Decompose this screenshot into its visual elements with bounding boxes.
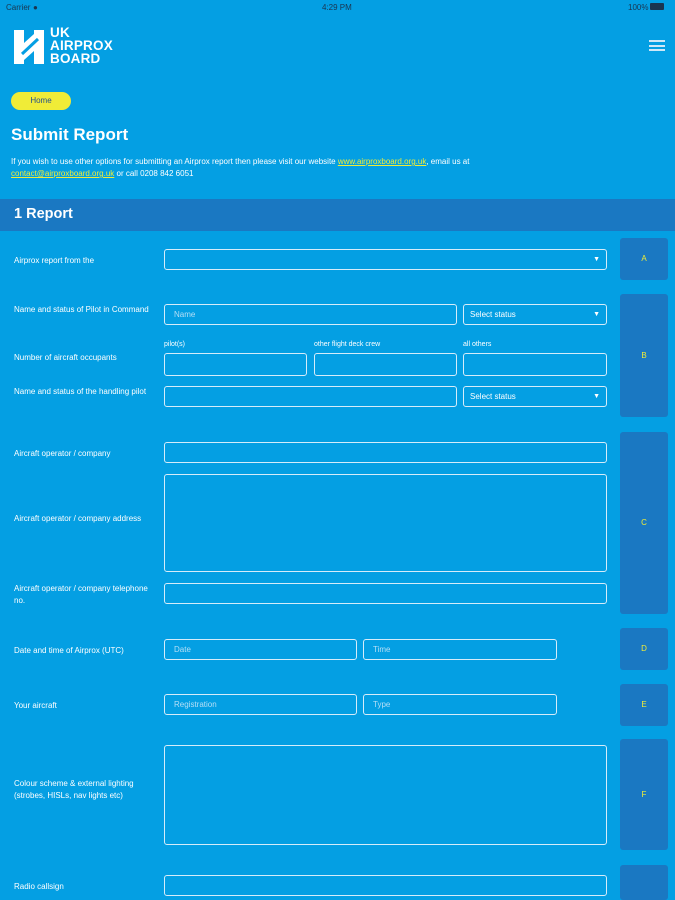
others-label: all others [463, 341, 492, 348]
side-tab-d[interactable]: D [620, 628, 668, 670]
logo-line-board: BOARD [50, 51, 101, 66]
wifi-icon: ● [33, 3, 38, 12]
home-button[interactable]: Home [11, 92, 71, 110]
intro-after: or call 0208 842 6051 [114, 169, 194, 178]
hamburger-menu-icon[interactable] [649, 40, 665, 52]
status-bar [0, 0, 675, 14]
clock: 4:29 PM [322, 3, 352, 12]
pilot-name-input[interactable]: Name [164, 304, 457, 325]
page-title: Submit Report [11, 125, 129, 144]
side-tab-e[interactable]: E [620, 684, 668, 726]
time-input[interactable]: Time [363, 639, 557, 660]
callsign-label: Radio callsign [14, 882, 64, 891]
others-count-input[interactable] [463, 353, 607, 376]
callsign-input[interactable] [164, 875, 607, 896]
colour-scheme-textarea[interactable] [164, 745, 607, 845]
operator-address-textarea[interactable] [164, 474, 607, 572]
battery-icon [650, 3, 664, 10]
handling-pilot-label: Name and status of the handling pilot [14, 387, 147, 396]
section-title: 1 Report [14, 206, 73, 222]
battery-percent: 100% [628, 3, 649, 12]
date-input[interactable]: Date [164, 639, 357, 660]
pilot-status-select[interactable] [463, 304, 607, 325]
email-link[interactable]: contact@airproxboard.org.uk [11, 169, 115, 178]
datetime-label: Date and time of Airprox (UTC) [14, 646, 124, 655]
operator-phone-input[interactable] [164, 583, 607, 604]
chevron-down-icon: ▼ [593, 256, 600, 263]
side-tab-f[interactable]: F [620, 739, 668, 850]
pilot-name-label: Name and status of Pilot in Command [14, 305, 149, 314]
intro-before: If you wish to use other options for submitting an Airprox report then please visit our website [11, 157, 338, 166]
operator-phone-label: Aircraft operator / company telephone no. [14, 584, 148, 605]
logo-line-uk: UK [50, 25, 70, 40]
intro-middle: , email us at [426, 157, 470, 166]
occupants-label: Number of aircraft occupants [14, 353, 117, 362]
type-input[interactable]: Type [363, 694, 557, 715]
pilots-count-input[interactable] [164, 353, 307, 376]
carrier-label: Carrier [6, 3, 31, 12]
side-tab-c[interactable]: C [620, 432, 668, 614]
side-tab-a[interactable]: A [620, 238, 668, 280]
report-from-select[interactable] [164, 249, 607, 270]
airprox-logo-icon[interactable] [12, 26, 46, 68]
registration-input[interactable]: Registration [164, 694, 357, 715]
side-tab-b[interactable]: B [620, 294, 668, 417]
handling-pilot-input[interactable] [164, 386, 457, 407]
chevron-down-icon: ▼ [593, 393, 600, 400]
operator-input[interactable] [164, 442, 607, 463]
handling-status-value: Select status [470, 392, 516, 401]
crew-label: other flight deck crew [314, 341, 381, 348]
website-link[interactable]: www.airproxboard.org.uk [337, 157, 427, 166]
section-header [0, 199, 675, 231]
logo-line-airprox: AIRPROX [50, 38, 113, 53]
operator-label: Aircraft operator / company [14, 449, 111, 458]
handling-status-select[interactable] [463, 386, 607, 407]
colour-scheme-label: Colour scheme & external lighting (strobes, HISLs, nav lights etc) [14, 779, 134, 800]
crew-count-input[interactable] [314, 353, 457, 376]
pilot-status-value: Select status [470, 310, 516, 319]
aircraft-label: Your aircraft [14, 701, 57, 710]
intro-text [11, 156, 661, 180]
side-tab-g[interactable] [620, 865, 668, 900]
operator-address-label: Aircraft operator / company address [14, 514, 142, 523]
logo-wordmark[interactable] [50, 26, 113, 65]
report-from-label: Airprox report from the [14, 256, 95, 265]
chevron-down-icon: ▼ [593, 311, 600, 318]
pilots-label: pilot(s) [164, 341, 186, 348]
